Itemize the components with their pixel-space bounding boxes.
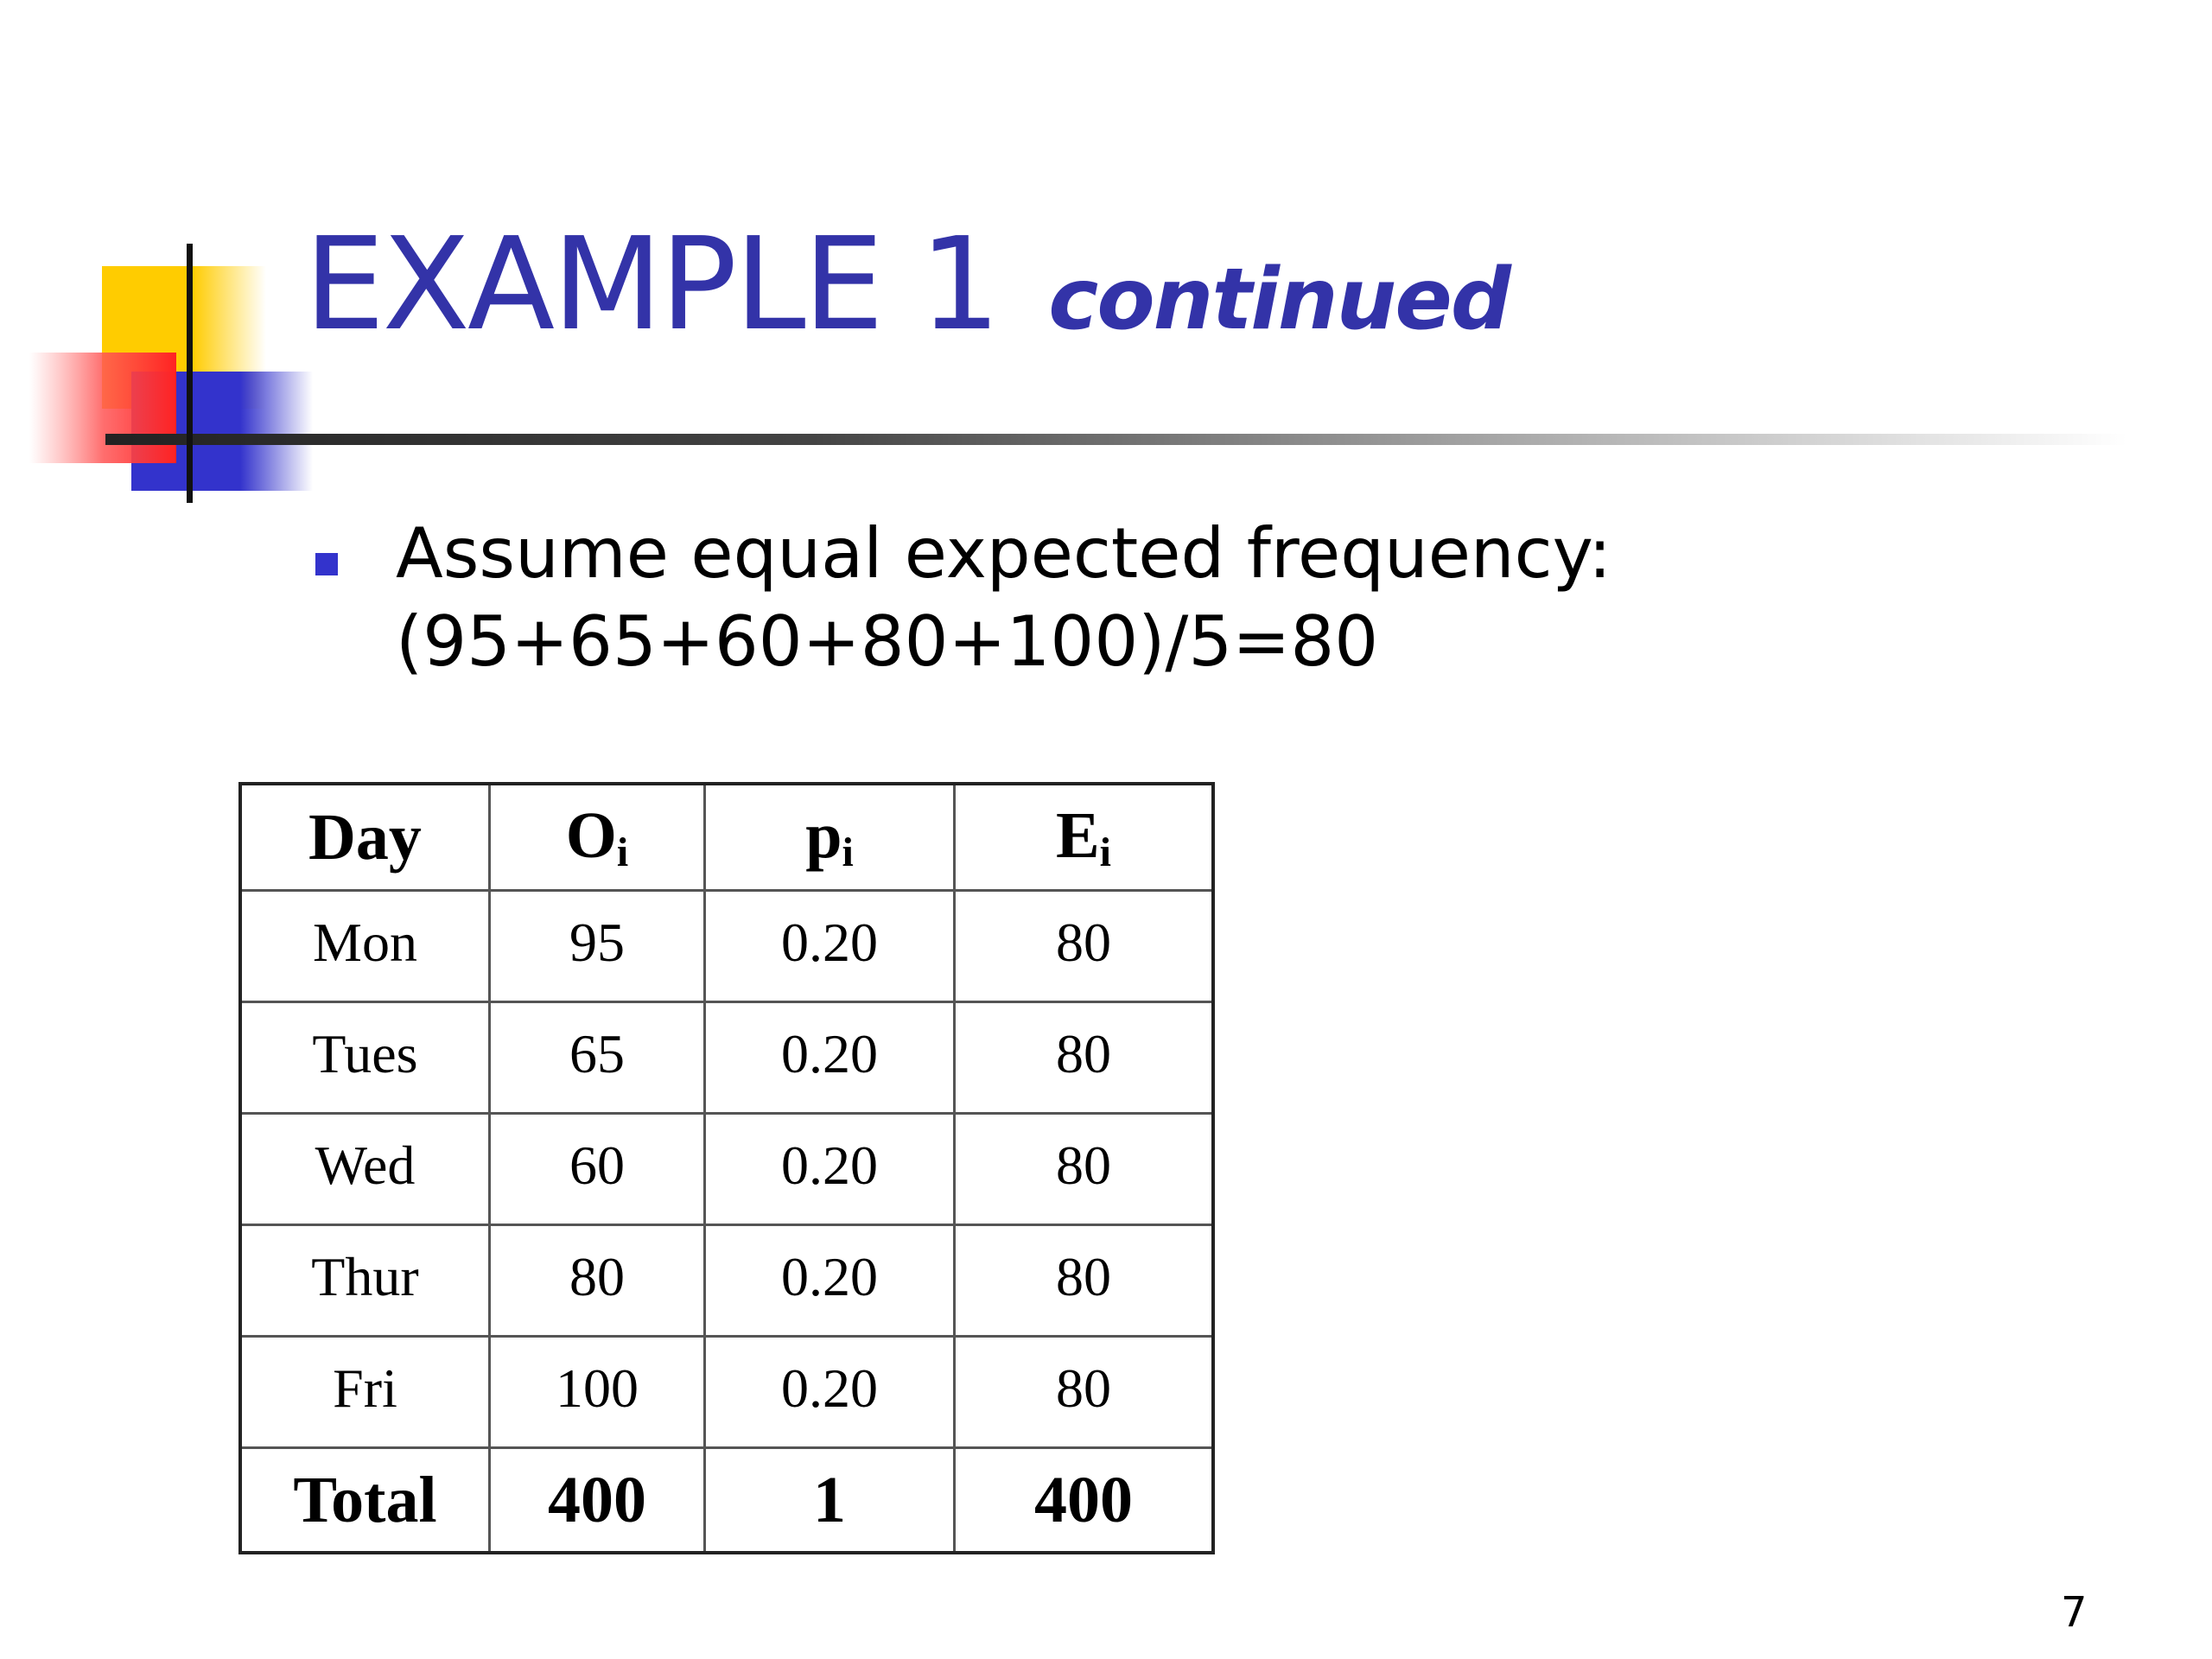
header-probability <box>705 784 955 891</box>
bullet-text <box>396 510 1611 686</box>
cell-observed: 95 <box>490 891 705 1002</box>
bullet-square-icon <box>315 553 338 575</box>
cell-day: Wed <box>240 1114 490 1225</box>
table-row <box>240 1225 1213 1337</box>
header-expected <box>955 784 1214 891</box>
header-observed-base: O <box>565 799 617 872</box>
header-observed <box>490 784 705 891</box>
cell-probability: 0.20 <box>705 1225 955 1337</box>
cell-day: Mon <box>240 891 490 1002</box>
cell-observed: 80 <box>490 1225 705 1337</box>
cell-expected: 80 <box>955 1225 1214 1337</box>
cell-expected: 80 <box>955 1114 1214 1225</box>
cell-expected: 80 <box>955 1337 1214 1448</box>
total-label: Total <box>240 1448 490 1554</box>
bullet-line-1: Assume equal expected frequency: <box>396 513 1612 594</box>
cell-observed: 65 <box>490 1002 705 1114</box>
cell-observed: 60 <box>490 1114 705 1225</box>
total-expected: 400 <box>955 1448 1214 1554</box>
frequency-table <box>238 782 1215 1554</box>
page-number: 7 <box>2061 1588 2088 1637</box>
cell-probability: 0.20 <box>705 891 955 1002</box>
cell-probability: 0.20 <box>705 1337 955 1448</box>
header-probability-base: p <box>805 799 842 872</box>
total-probability: 1 <box>705 1448 955 1554</box>
table-row <box>240 1337 1213 1448</box>
title-subtitle: continued <box>1048 251 1510 349</box>
deco-red-square <box>29 353 176 463</box>
deco-rule-line <box>105 434 2127 445</box>
cell-probability: 0.20 <box>705 1114 955 1225</box>
title-main: EXAMPLE 1 <box>304 210 999 359</box>
header-expected-base: E <box>1055 799 1100 872</box>
table-header-row <box>240 784 1213 891</box>
header-observed-sub: i <box>616 830 629 875</box>
table-total-row <box>240 1448 1213 1554</box>
total-observed: 400 <box>490 1448 705 1554</box>
header-probability-sub: i <box>842 830 854 875</box>
cell-probability: 0.20 <box>705 1002 955 1114</box>
table-row <box>240 1002 1213 1114</box>
header-expected-sub: i <box>1099 830 1112 875</box>
table-row <box>240 891 1213 1002</box>
slide-title <box>304 210 1510 359</box>
header-day: Day <box>240 784 490 891</box>
cell-observed: 100 <box>490 1337 705 1448</box>
cell-day: Thur <box>240 1225 490 1337</box>
cell-expected: 80 <box>955 891 1214 1002</box>
bullet-line-2: (95+65+60+80+100)/5=80 <box>396 601 1379 682</box>
table-row <box>240 1114 1213 1225</box>
deco-vertical-line <box>187 244 193 503</box>
cell-day: Fri <box>240 1337 490 1448</box>
cell-expected: 80 <box>955 1002 1214 1114</box>
cell-day: Tues <box>240 1002 490 1114</box>
